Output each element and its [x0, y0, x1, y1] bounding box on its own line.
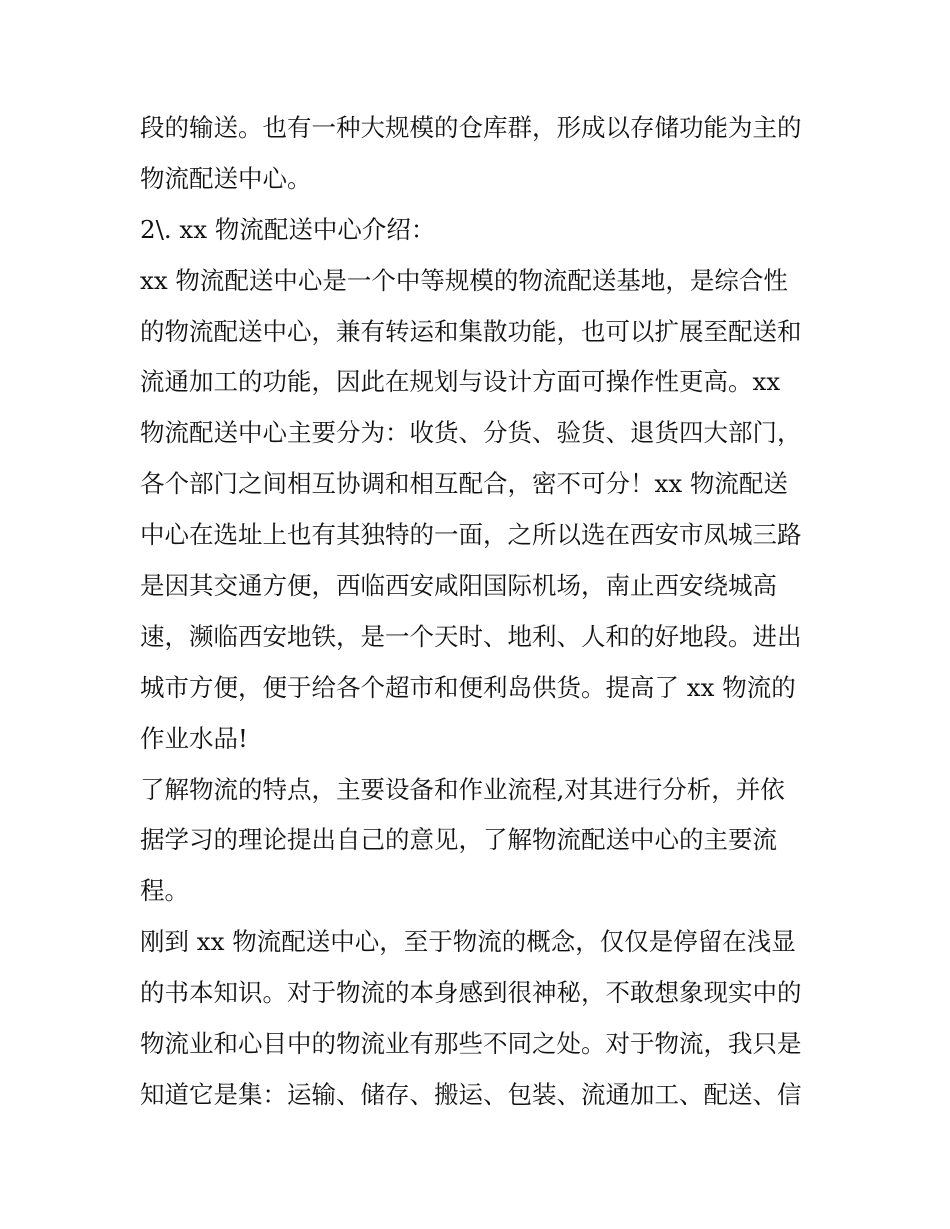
text-line: 中心在选址上也有其独特的一面，之所以选在西安市凤城三路	[140, 520, 802, 550]
text-line: 各个部门之间相互协调和相互配合，密不可分！xx 物流配送	[140, 469, 788, 499]
section-heading: 2\. xx 物流配送中心介绍：	[140, 214, 436, 244]
text-line: 程。	[140, 876, 189, 906]
text-line: 城市方便，便于给各个超市和便利岛供货。提高了 xx 物流的	[140, 672, 796, 702]
body-text	[140, 103, 820, 1121]
text-line: 知道它是集：运输、储存、搬运、包装、流通加工、配送、信	[140, 1079, 802, 1109]
text-line: 据学习的理论提出自己的意见，了解物流配送中心的主要流	[140, 825, 777, 855]
text-line: xx 物流配送中心是一个中等规模的物流配送基地，是综合性	[140, 265, 788, 295]
text-line: 的书本知识。对于物流的本身感到很神秘，不敢想象现实中的	[140, 978, 802, 1008]
text-line: 流通加工的功能，因此在规划与设计方面可操作性更高。xx	[140, 367, 781, 397]
text-line: 段的输送。也有一种大规模的仓库群，形成以存储功能为主的	[140, 113, 802, 142]
text-line: 作业水品!	[140, 723, 248, 753]
text-line: 物流业和心目中的物流业有那些不同之处。对于物流，我只是	[140, 1029, 802, 1059]
text-line: 是因其交通方便，西临西安咸阳国际机场，南止西安绕城高	[140, 571, 777, 601]
text-line: 刚到 xx 物流配送中心，至于物流的概念，仅仅是停留在浅显	[140, 927, 796, 957]
text-line: 的物流配送中心，兼有转运和集散功能，也可以扩展至配送和	[140, 316, 802, 346]
text-line: 物流配送中心主要分为：收货、分货、验货、退货四大部门，	[140, 418, 802, 448]
text-line: 物流配送中心。	[140, 163, 312, 193]
text-line: 速，濒临西安地铁，是一个天时、地利、人和的好地段。进出	[140, 621, 802, 651]
text-line: 了解物流的特点，主要设备和作业流程,对其进行分析，并依	[140, 774, 785, 804]
